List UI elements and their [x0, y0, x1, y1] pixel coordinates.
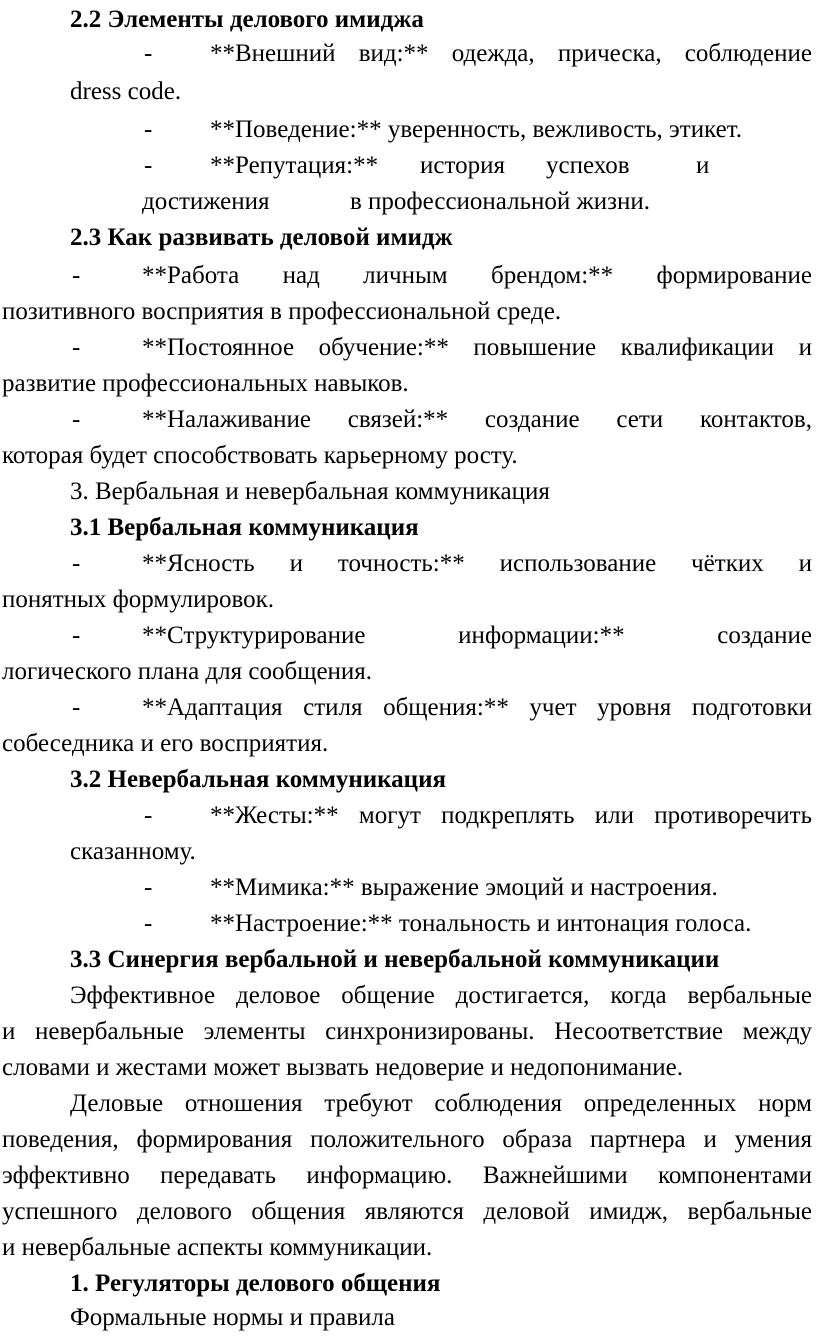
paragraph-line: и невербальные элементы синхронизированы. Несоответствие между: [2, 1018, 812, 1045]
list-item-text: **Внешний вид:** одежда, прическа, соблюдение: [210, 40, 812, 67]
list-item: [2, 146, 812, 186]
list-item-text-a: достижения: [142, 188, 270, 215]
list-dash: -: [144, 40, 153, 67]
list-item-text-c: успехов: [546, 152, 630, 179]
list-item: [2, 868, 812, 908]
list-dash: -: [144, 910, 153, 937]
list-dash: -: [72, 622, 81, 649]
paragraph-line: поведения, формирования положительного образа партнера и умения: [2, 1126, 812, 1153]
list-dash: -: [72, 694, 81, 721]
list-item-continuation: развитие профессиональных навыков.: [2, 370, 409, 397]
list-item-text: **Ясность и точность:** использование чётких и: [142, 550, 812, 577]
list-item-continuation: [2, 182, 812, 222]
list-item-text-b: в профессиональной жизни.: [350, 188, 651, 215]
list-item-continuation: позитивного восприятия в профессиональной среде.: [2, 298, 562, 325]
list-dash: -: [72, 334, 81, 361]
list-dash: -: [72, 406, 81, 433]
list-item-text: **Мимика:** выражение эмоций и настроения.: [210, 874, 718, 901]
list-item-continuation: понятных формулировок.: [2, 586, 275, 613]
heading-3-2: 3.2 Невербальная коммуникация: [70, 766, 447, 793]
list-item-continuation: логического плана для сообщения.: [2, 658, 373, 685]
list-item-continuation: собеседника и его восприятия.: [2, 730, 329, 757]
list-item: [2, 544, 812, 584]
heading-2-2: 2.2 Элементы делового имиджа: [70, 6, 424, 33]
list-item-continuation: которая будет способствовать карьерному росту.: [2, 442, 518, 469]
list-item: [2, 400, 812, 440]
heading-3: 3. Вербальная и невербальная коммуникация: [70, 478, 550, 505]
list-item-text: **Работа над личным брендом:** формирование: [142, 262, 812, 289]
heading-3-3: 3.3 Синергия вербальной и невербальной коммуникации: [70, 946, 720, 973]
list-item-text: **Налаживание связей:** создание сети контактов,: [142, 406, 812, 433]
list-item: [2, 904, 812, 944]
list-item-text-d: и: [696, 152, 710, 179]
paragraph-line: и невербальные аспекты коммуникации.: [2, 1234, 433, 1261]
paragraph-line: успешного делового общения являются деловой имидж, вербальные: [2, 1198, 812, 1225]
list-dash: -: [72, 550, 81, 577]
heading-3-1: 3.1 Вербальная коммуникация: [70, 514, 419, 541]
list-item: [2, 256, 812, 296]
list-item-text: **Структурирование информации:** создание: [142, 622, 812, 649]
list-dash: -: [72, 262, 81, 289]
list-item: [2, 796, 812, 836]
list-item-continuation: dress code.: [70, 78, 182, 105]
list-item: [2, 110, 812, 150]
paragraph-line: словами и жестами может вызвать недоверие и недопонимание.: [2, 1054, 683, 1081]
list-item-text: **Настроение:** тональность и интонация голоса.: [210, 910, 752, 937]
list-item: [2, 34, 812, 74]
list-item-text: **Адаптация стиля общения:** учет уровня подготовки: [142, 694, 812, 721]
list-item-text: **Поведение:** уверенность, вежливость, этикет.: [210, 116, 743, 143]
list-item-text-b: история: [420, 152, 505, 179]
list-item: [2, 328, 812, 368]
list-item: [2, 616, 812, 656]
list-dash: -: [144, 152, 153, 179]
list-dash: -: [144, 116, 153, 143]
list-dash: -: [144, 874, 153, 901]
list-item-text: **Жесты:** могут подкреплять или противоречить: [210, 802, 812, 829]
paragraph-line: Эффективное деловое общение достигается, когда вербальные: [70, 982, 812, 1009]
heading-1: 1. Регуляторы делового общения: [70, 1270, 441, 1297]
list-dash: -: [144, 802, 153, 829]
list-item-continuation: сказанному.: [70, 838, 196, 865]
heading-2-3: 2.3 Как развивать деловой имидж: [70, 224, 453, 251]
list-item-text: **Постоянное обучение:** повышение квалификации и: [142, 334, 812, 361]
list-item-text-a: **Репутация:**: [210, 152, 379, 179]
paragraph-line: Формальные нормы и правила: [70, 1304, 395, 1331]
list-item: [2, 688, 812, 728]
paragraph-line: эффективно передавать информацию. Важнейшими компонентами: [2, 1162, 812, 1189]
paragraph-line: Деловые отношения требуют соблюдения определенных норм: [70, 1090, 812, 1117]
